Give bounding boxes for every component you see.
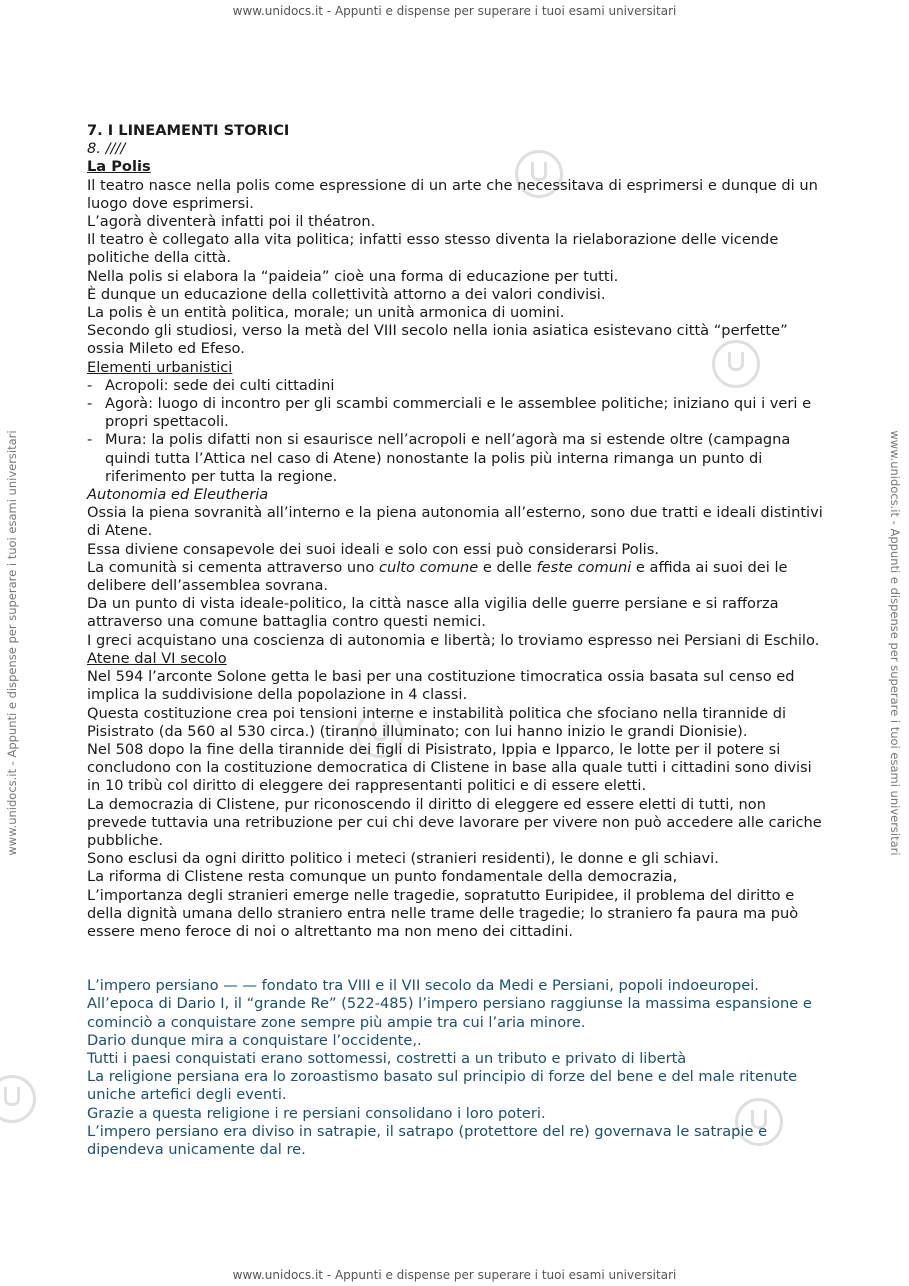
paragraph: Dario dunque mira a conquistare l’occidente,. [87, 1031, 422, 1049]
section-title-atene: Atene dal VI secolo [87, 649, 227, 667]
paragraph: Nella polis si elabora la “paideia” cioè una forma di educazione per tutti. [87, 267, 619, 285]
urban-list [87, 377, 827, 486]
page-header: www.unidocs.it - Appunti e dispense per superare i tuoi esami universitari [232, 4, 677, 18]
paragraph: Secondo gli studiosi, verso la metà del VIII secolo nella ionia asiatica esistevano città “perfette” ossia Mileto ed Efeso. [87, 322, 788, 358]
emphasis-culto: culto comune [378, 558, 479, 576]
paragraph: L’impero persiano era diviso in satrapie, il satrapo (protettore del re) governava le satrapie e dipendeva unicamente dal re. [87, 1122, 768, 1158]
paragraph-mixed [87, 559, 827, 595]
list-item: - Acropoli: sede dei culti cittadini [87, 377, 827, 395]
paragraph: Sono esclusi da ogni diritto politico i meteci (stranieri residenti), le donne e gli schiavi. [87, 850, 719, 868]
page-footer: www.unidocs.it - Appunti e dispense per superare i tuoi esami universitari [232, 1268, 677, 1282]
paragraph: Tutti i paesi conquistati erano sottomessi, costretti a un tributo e privato di libertà [87, 1049, 687, 1067]
list-item: - Agorà: luogo di incontro per gli scambi commerciali e le assemblee politiche; iniziano qui i veri e propri spettacoli. [87, 395, 827, 431]
paragraph: La polis è un entità politica, morale; un unità armonica di uomini. [87, 304, 565, 322]
paragraph: L’agorà diventerà infatti poi il théatron. [87, 213, 376, 231]
paragraph: Questa costituzione crea poi tensioni interne e instabilità politica che sfociano nella tirannide di Pisistrato (da 560 al 530 circa.) (tiranno illuminato; con lui hanno inizio le grandi Dionisie). [87, 704, 787, 740]
paragraph: All’epoca di Dario I, il “grande Re” (522-485) l’impero persiano raggiunse la massima espansione e cominciò a conquistare zone sempre più ampie tra cui l’aria minore. [87, 995, 812, 1031]
paragraph: Nel 594 l’arconte Solone getta le basi per una costituzione timocratica ossia basata sul censo ed implica la suddivisione della popolazione in 4 classi. [87, 668, 795, 704]
text-run: e delle [478, 558, 537, 576]
side-watermark-right: www.unidocs.it - Appunti e dispense per superare i tuoi esami universitari [888, 430, 902, 856]
heading-8: 8. //// [87, 140, 126, 158]
section-title-polis: La Polis [87, 158, 151, 176]
list-item: - Mura: la polis difatti non si esaurisce nell’acropoli e nell’agorà ma si estende oltre (campagna quindi tutta l’Attica nel caso di Atene) nonostante la polis più interna rimanga un punto di riferimento per tutta la regione. [87, 431, 827, 486]
paragraph: L’impero persiano — — fondato tra VIII e il VII secolo da Medi e Persiani, popoli indoeuropei. [87, 977, 759, 995]
paragraph: Nel 508 dopo la fine della tirannide dei figli di Pisistrato, Ippia e Ipparco, le lotte per il potere si concludono con la costituzione democratica di Clistene in base alla quale tutti i cittadini sono divisi in 10 tribù col diritto di eleggere dei rappresentanti politici e di essere eletti. [87, 740, 812, 795]
persian-empire-section [87, 977, 827, 1159]
section-title-autonomia: Autonomia ed Eleutheria [87, 486, 269, 504]
paragraph: La religione persiana era lo zoroastismo basato sul principio di forze del bene e del male ritenute uniche artefici degli eventi. [87, 1068, 798, 1104]
paragraph: La democrazia di Clistene, pur riconoscendo il diritto di eleggere ed essere eletti di tutti, non prevede tuttavia una retribuzione per cui chi deve lavorare per vivere non può accedere alle cariche pubbliche. [87, 795, 822, 849]
paragraph: La riforma di Clistene resta comunque un punto fondamentale della democrazia, [87, 868, 678, 886]
paragraph: Il teatro nasce nella polis come espressione di un arte che necessitava di esprimersi e dunque di un luogo dove esprimersi. [87, 176, 818, 212]
paragraph: Il teatro è collegato alla vita politica; infatti esso stesso diventa la rielaborazione delle vicende politiche della città. [87, 231, 779, 267]
heading-lineamenti: 7. I LINEAMENTI STORICI [87, 122, 290, 139]
section-title-urbanistici: Elementi urbanistici [87, 358, 233, 376]
paragraph: Da un punto di vista ideale-politico, la città nasce alla vigilia delle guerre persiane e si rafforza attraverso una comune battaglia contro questi nemici. [87, 595, 779, 631]
paragraph: Essa diviene consapevole dei suoi ideali e solo con essi può considerarsi Polis. [87, 540, 659, 558]
text-run: La comunità si cementa attraverso uno [87, 558, 379, 576]
text-run: e affida ai suoi dei le delibere dell’assemblea sovrana. [87, 558, 788, 595]
paragraph: I greci acquistano una coscienza di autonomia e libertà; lo troviamo espresso nei Persiani di Eschilo. [87, 631, 820, 649]
paragraph: Ossia la piena sovranità all’interno e la piena autonomia all’esterno, sono due tratti e ideali distintivi di Atene. [87, 504, 823, 540]
side-watermark-left: www.unidocs.it - Appunti e dispense per superare i tuoi esami universitari [5, 430, 19, 856]
paragraph: L’importanza degli stranieri emerge nelle tragedie, sopratutto Euripidee, il problema del diritto e della dignità umana dello straniero entra nelle trame delle tragedie; lo straniero fa paura ma può essere meno feroce di noi o altrettanto ma non meno dei cittadini. [87, 886, 799, 940]
document-body [87, 122, 827, 1159]
paragraph: È dunque un educazione della collettività attorno a dei valori condivisi. [87, 285, 606, 303]
emphasis-feste: feste comuni [536, 558, 632, 576]
paragraph: Grazie a questa religione i re persiani consolidano i loro poteri. [87, 1104, 546, 1122]
